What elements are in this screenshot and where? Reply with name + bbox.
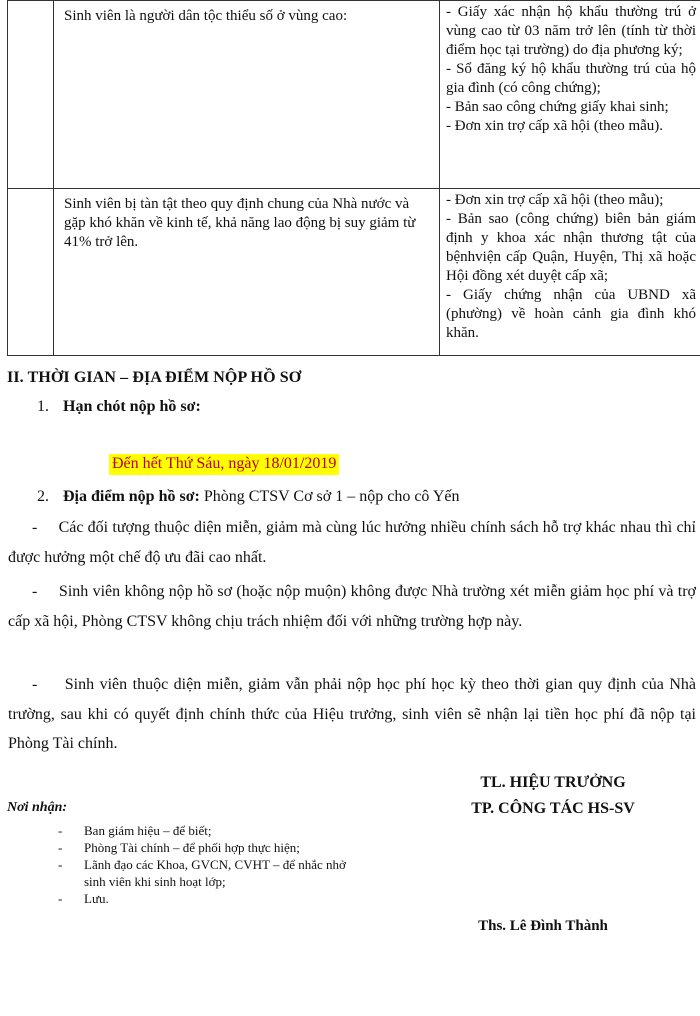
recipients-list <box>58 822 358 907</box>
requirement-line: - Đơn xin trợ cấp xã hội (theo mẫu); <box>446 192 664 208</box>
recipients-title: Nơi nhận: <box>7 800 68 815</box>
requirement-line: - Đơn xin trợ cấp xã hội (theo mẫu). <box>446 118 664 134</box>
item-number: 1. <box>37 398 49 415</box>
table-cell-requirements <box>440 189 700 356</box>
location-label: Địa điểm nộp hồ sơ: <box>63 488 200 505</box>
location-item <box>37 488 459 506</box>
note-paragraph <box>8 513 696 572</box>
table-cell-requirements <box>440 1 700 189</box>
note-dash: - <box>32 676 38 693</box>
note-paragraph <box>8 670 696 759</box>
list-item: - Ban giám hiệu – để biết; <box>58 823 212 838</box>
note-text: Sinh viên thuộc diện miễn, giảm vẫn phải nộp học phí học kỳ theo thời gian quy định của Nhà trường, sau khi có quyết định chính thức của Hiệu trưởng, sinh viên sẽ nhận lại tiền học phí đã nộp tại Phòng Tài chính. <box>8 676 697 752</box>
requirement-line: - Giấy chứng nhận của UBND xã (phường) về hoàn cảnh gia đình khó khăn. <box>446 287 696 341</box>
row-description: Sinh viên là người dân tộc thiểu số ở vùng cao: <box>64 8 348 24</box>
signature-title: TL. HIỆU TRƯỞNG <box>480 774 626 791</box>
list-item: - Lưu. <box>58 891 109 906</box>
item-number: 2. <box>37 488 49 505</box>
note-dash: - <box>32 519 38 536</box>
note-paragraph <box>8 577 696 636</box>
requirements-table <box>7 0 700 356</box>
location-value: Phòng CTSV Cơ sở 1 – nộp cho cô Yến <box>199 488 460 505</box>
table-row <box>8 1 700 189</box>
deadline-highlight: Đến hết Thứ Sáu, ngày 18/01/2019 <box>109 454 339 475</box>
signatory-name: Ths. Lê Đình Thành <box>478 918 608 934</box>
deadline-item <box>37 398 201 416</box>
table-cell-description <box>54 189 440 356</box>
row-description: Sinh viên bị tàn tật theo quy định chung của Nhà nước và gặp khó khăn về kinh tế, khả năng lao động bị suy giảm từ 41% trở lên. <box>64 196 416 250</box>
requirement-line: - Giấy xác nhận hộ khẩu thường trú ở vùng cao từ 03 năm trở lên (tính từ thời điểm học tại trường) do địa phương ký; <box>446 4 696 58</box>
requirement-line: - Sổ đăng ký hộ khẩu thường trú của hộ gia đình (có công chứng); <box>446 61 696 96</box>
table-cell-index <box>8 189 54 356</box>
requirement-line: - Bản sao công chứng giấy khai sinh; <box>446 99 669 115</box>
table-cell-index <box>8 1 54 189</box>
table-cell-description <box>54 1 440 189</box>
note-dash: - <box>32 583 38 600</box>
list-item: - Phòng Tài chính – để phối hợp thực hiện; <box>58 840 300 855</box>
requirement-line: - Bản sao (công chứng) biên bản giám định y khoa xác nhận thương tật của bệnhviện cấp Quận, Huyện, Thị xã hoặc Hội đồng xét duyệt cấp xã; <box>446 211 696 284</box>
note-text: Sinh viên không nộp hồ sơ (hoặc nộp muộn) không được Nhà trường xét miễn giảm học phí và trợ cấp xã hội, Phòng CTSV không chịu trách nhiệm đối với những trường hợp này. <box>8 583 697 630</box>
section-title: II. THỜI GIAN – ĐỊA ĐIỂM NỘP HỒ SƠ <box>7 369 302 386</box>
table-row <box>8 189 700 356</box>
signature-subtitle: TP. CÔNG TÁC HS-SV <box>471 800 635 817</box>
deadline-label: Hạn chót nộp hồ sơ: <box>63 398 201 415</box>
list-item: - Lãnh đạo các Khoa, GVCN, CVHT – để nhắc nhở sinh viên khi sinh hoạt lớp; <box>58 857 346 889</box>
note-text: Các đối tượng thuộc diện miễn, giảm mà cùng lúc hưởng nhiều chính sách hỗ trợ khác nhau thì chỉ được hưởng một chế độ ưu đãi cao nhất. <box>8 519 697 566</box>
